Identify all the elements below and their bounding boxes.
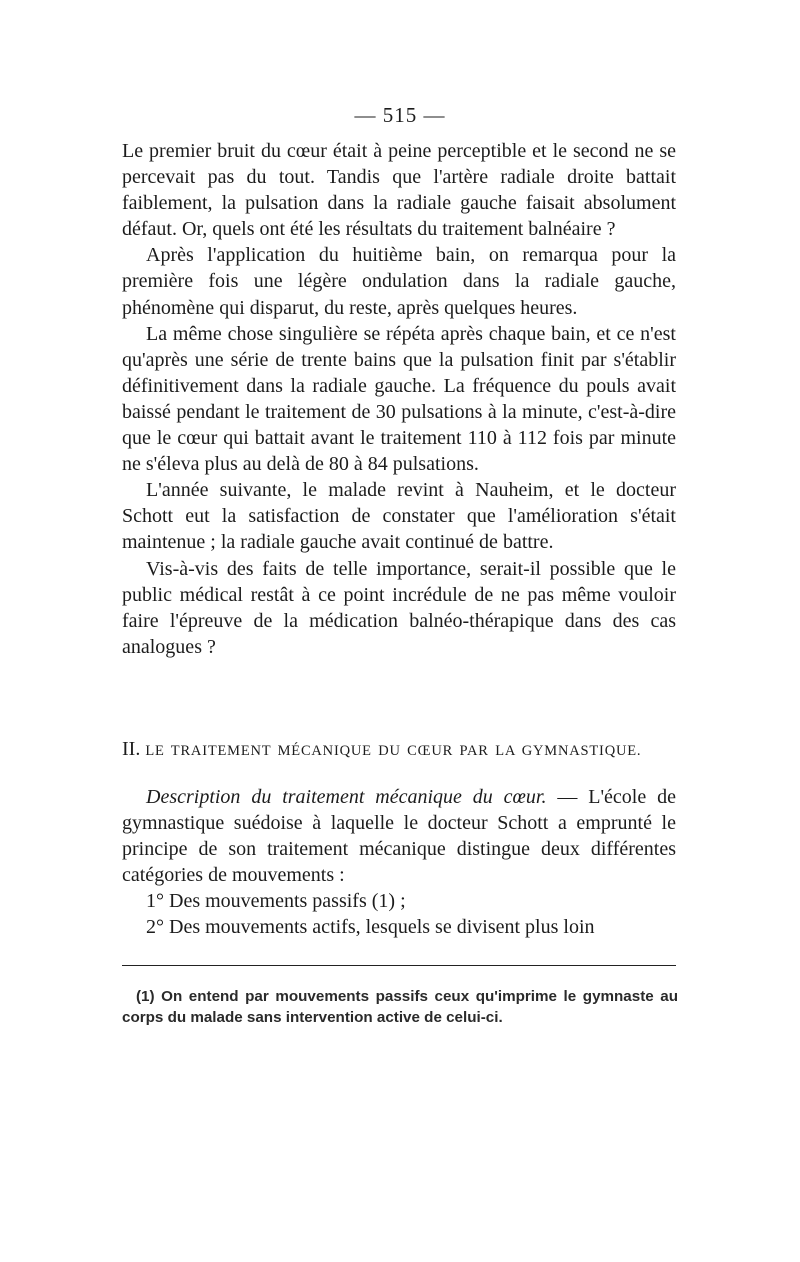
section-text [122,784,676,941]
paragraph: L'année suivante, le malade revint à Nauheim, et le docteur Schott eut la satisfaction de constater que l'amélioration s'était maintenue ; la radiale gauche avait continué de battre. [122,479,676,554]
paragraph: Le premier bruit du cœur était à peine perceptible et le second ne se percevait pas du tout. Tandis que l'artère radiale droite battait faiblement, la pulsation dans la radiale gauche faisait absolument défaut. Or, quels ont été les résultats du traitement balnéaire ? [122,140,676,241]
paragraph: Après l'application du huitième bain, on remarqua pour la première fois une légère ondulation dans la radiale gauche, phénomène qui disparut, du reste, après quelques heures. [122,244,676,319]
paragraph: Vis-à-vis des faits de telle importance, serait-il possible que le public médical restât à ce point incrédule de ne pas même vouloir faire l'épreuve de la médication balnéo-thérapique dans des cas analogues ? [122,557,676,658]
list-item: 1° Des mouvements passifs (1) ; [146,890,406,913]
footnote-divider [122,965,676,966]
section-number: II. [122,738,141,760]
footnote-text: (1) On entend par mouvements passifs ceux qu'imprime le gymnaste au corps du malade sans intervention active de celui-ci. [122,988,678,1026]
section-intro-paragraph [122,784,676,888]
section-heading [122,738,676,761]
section-title: LE TRAITEMENT MÉCANIQUE DU CŒUR PAR LA GYMNASTIQUE. [145,743,642,759]
paragraph: La même chose singulière se répéta après chaque bain, et ce n'est qu'après une série de trente bains que la pulsation finit par s'établir définitivement dans la radiale gauche. La fréquence du pouls avait baissé pendant le traitement de 30 pulsations à la minute, c'est-à-dire que le cœur qui battait avant le traitement 110 à 112 fois par minute ne s'éleva plus au delà de 80 à 84 pulsations. [122,322,676,476]
section-subtitle: Description du traitement mécanique du cœur. [146,786,547,808]
list-item: 2° Des mouvements actifs, lesquels se divisent plus loin [146,916,595,939]
section-intro: — L'école de gymnastique suédoise à laquelle le docteur Schott a emprunté le principe de son traitement mécanique distingue deux différentes catégories de mouvements : [122,786,676,887]
footnote [122,986,678,1028]
page-number: — 515 — [354,103,446,127]
body-text [122,138,676,660]
